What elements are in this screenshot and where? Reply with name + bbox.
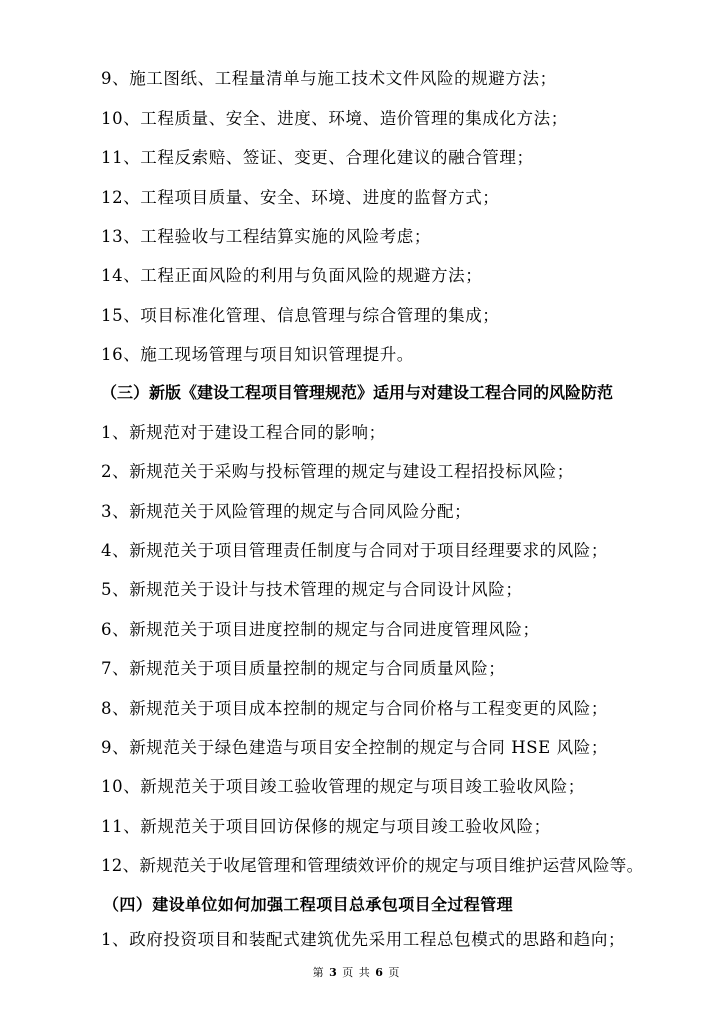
section-heading: （四）建设单位如何加强工程项目总承包项目全过程管理	[103, 895, 514, 914]
footer-prefix: 第	[312, 966, 325, 979]
list-item: 1、政府投资项目和装配式建筑优先采用工程总包模式的思路和趋向；	[101, 930, 626, 949]
list-item: 13、工程验收与工程结算实施的风险考虑；	[101, 227, 431, 246]
list-item: 11、工程反索赔、签证、变更、合理化建议的融合管理；	[101, 148, 534, 167]
footer-suffix: 页	[388, 966, 401, 979]
list-item: 9、新规范关于绿色建造与项目安全控制的规定与合同 HSE 风险；	[101, 738, 608, 757]
list-item: 12、新规范关于收尾管理和管理绩效评价的规定与项目维护运营风险等。	[101, 856, 644, 875]
list-item: 1、新规范对于建设工程合同的影响；	[101, 423, 386, 442]
list-item: 10、新规范关于项目竣工验收管理的规定与项目竣工验收风险；	[101, 777, 585, 796]
list-item: 5、新规范关于设计与技术管理的规定与合同设计风险；	[101, 580, 523, 599]
page-footer	[0, 966, 713, 980]
list-item: 8、新规范关于项目成本控制的规定与合同价格与工程变更的风险；	[101, 699, 608, 718]
list-item: 9、施工图纸、工程量清单与施工技术文件风险的规避方法；	[101, 69, 557, 88]
list-item: 14、工程正面风险的利用与负面风险的规避方法；	[101, 266, 483, 285]
list-item: 4、新规范关于项目管理责任制度与合同对于项目经理要求的风险；	[101, 541, 608, 560]
footer-page-number: 3	[329, 966, 338, 979]
footer-middle: 页 共	[342, 966, 371, 979]
list-item: 15、项目标准化管理、信息管理与综合管理的集成；	[101, 306, 500, 325]
footer-total-pages: 6	[375, 966, 384, 979]
section-heading: （三）新版《建设工程项目管理规范》适用与对建设工程合同的风险防范	[101, 383, 614, 402]
list-item: 2、新规范关于采购与投标管理的规定与建设工程招投标风险；	[101, 462, 574, 481]
list-item: 16、施工现场管理与项目知识管理提升。	[101, 345, 414, 364]
list-item: 6、新规范关于项目进度控制的规定与合同进度管理风险；	[101, 620, 540, 639]
list-item: 10、工程质量、安全、进度、环境、造价管理的集成化方法；	[101, 109, 568, 128]
list-item: 12、工程项目质量、安全、环境、进度的监督方式；	[101, 188, 500, 207]
list-item: 7、新规范关于项目质量控制的规定与合同质量风险；	[101, 659, 506, 678]
list-item: 11、新规范关于项目回访保修的规定与项目竣工验收风险；	[101, 817, 551, 836]
list-item: 3、新规范关于风险管理的规定与合同风险分配；	[101, 502, 472, 521]
